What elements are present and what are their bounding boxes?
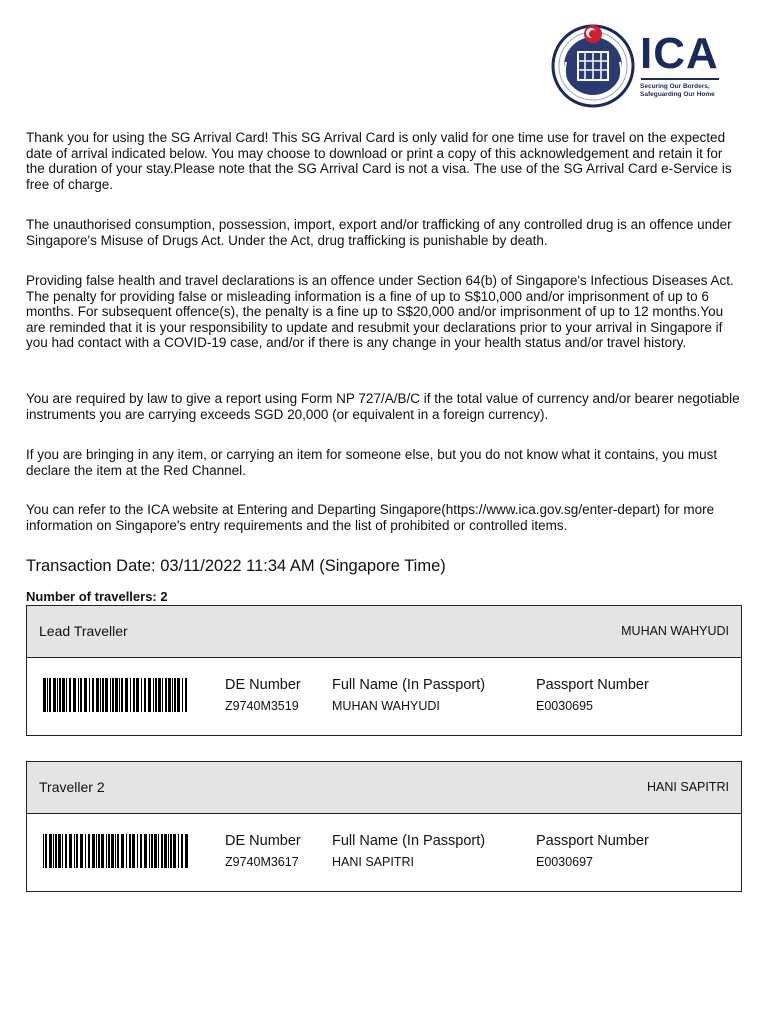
full-name-label: Full Name (In Passport) [332, 677, 486, 693]
red-channel-paragraph: If you are bringing in any item, or carrying an item for someone else, but you do not know what it contains, you must declare the item at the Red Channel. [26, 447, 718, 478]
ica-logo-text: ICA [640, 29, 719, 78]
traveller-card-header [27, 762, 741, 814]
traveller-card [26, 761, 742, 892]
passport-value: E0030695 [536, 699, 594, 713]
full-name-value: MUHAN WAHYUDI [332, 699, 440, 713]
de-number-field [225, 676, 301, 714]
ica-wordmark [640, 29, 719, 99]
ica-logo [548, 22, 744, 108]
logo-rule [641, 78, 719, 80]
ica-seal-icon [548, 22, 638, 108]
full-name-value: HANI SAPITRI [332, 855, 414, 869]
de-number-value: Z9740M3519 [225, 699, 299, 713]
traveller-card-header [27, 606, 741, 658]
full-name-field [332, 832, 485, 870]
full-name-field [332, 676, 485, 714]
traveller-header-name: HANI SAPITRI [647, 780, 729, 794]
de-number-field [225, 832, 301, 870]
passport-field [536, 832, 649, 870]
barcode-icon [43, 834, 191, 868]
de-number-label: DE Number [225, 833, 301, 849]
logo-tagline-2: Safeguarding Our Home [640, 91, 715, 98]
health-declaration-paragraph: Providing false health and travel declarations is an offence under Section 64(b) of Singapore's Infectious Diseases Act. The penalty for providing false or misleading information is a fine of up to S$10,000 and/or imprisonment of up to 6 months. For subsequent offence(s), the penalty is a fine up to S$20,000 and/or imprisonment of up to 12 months.You are reminded that it is your responsibility to update and resubmit your declarations prior to your arrival in Singapore if you had contact with a COVID-19 case, and/or if there is any change in your health status and/or travel history. [26, 273, 734, 351]
full-name-label: Full Name (In Passport) [332, 833, 486, 849]
de-number-label: DE Number [225, 677, 301, 693]
currency-paragraph: You are required by law to give a report using Form NP 727/A/B/C if the total value of currency and/or bearer negotiable instruments you are carrying exceeds SGD 20,000 (or equivalent in a foreign currency). [26, 391, 740, 422]
traveller-card-body [27, 658, 741, 735]
ica-website-paragraph: You can refer to the ICA website at Entering and Departing Singapore(https://www.ica.gov.sg/enter-depart) for more information on Singapore's entry requirements and the list of prohibited or controlled items. [26, 502, 715, 533]
passport-value: E0030697 [536, 855, 594, 869]
traveller-header-name: MUHAN WAHYUDI [621, 624, 729, 638]
transaction-date: Transaction Date: 03/11/2022 11:34 AM (Singapore Time) [26, 557, 446, 575]
barcode-icon [43, 678, 191, 712]
traveller-card [26, 605, 742, 736]
intro-paragraph: Thank you for using the SG Arrival Card! This SG Arrival Card is only valid for one time use for travel on the expected date of arrival indicated below. You may choose to download or print a copy of this acknowledgement and retain it for the duration of your stay.Please note that the SG Arrival Card is not a visa. The use of the SG Arrival Card e-Service is free of charge. [26, 130, 732, 192]
passport-label: Passport Number [536, 833, 649, 849]
traveller-title: Lead Traveller [39, 623, 128, 639]
traveller-card-body [27, 814, 741, 891]
logo-tagline-1: Securing Our Borders, [640, 83, 710, 90]
number-of-travellers: Number of travellers: 2 [26, 589, 168, 604]
passport-label: Passport Number [536, 677, 649, 693]
drugs-paragraph: The unauthorised consumption, possession, import, export and/or trafficking of any controlled drug is an offence under Singapore's Misuse of Drugs Act. Under the Act, drug trafficking is punishable by death. [26, 217, 732, 248]
passport-field [536, 676, 649, 714]
traveller-title: Traveller 2 [39, 779, 105, 795]
de-number-value: Z9740M3617 [225, 855, 299, 869]
